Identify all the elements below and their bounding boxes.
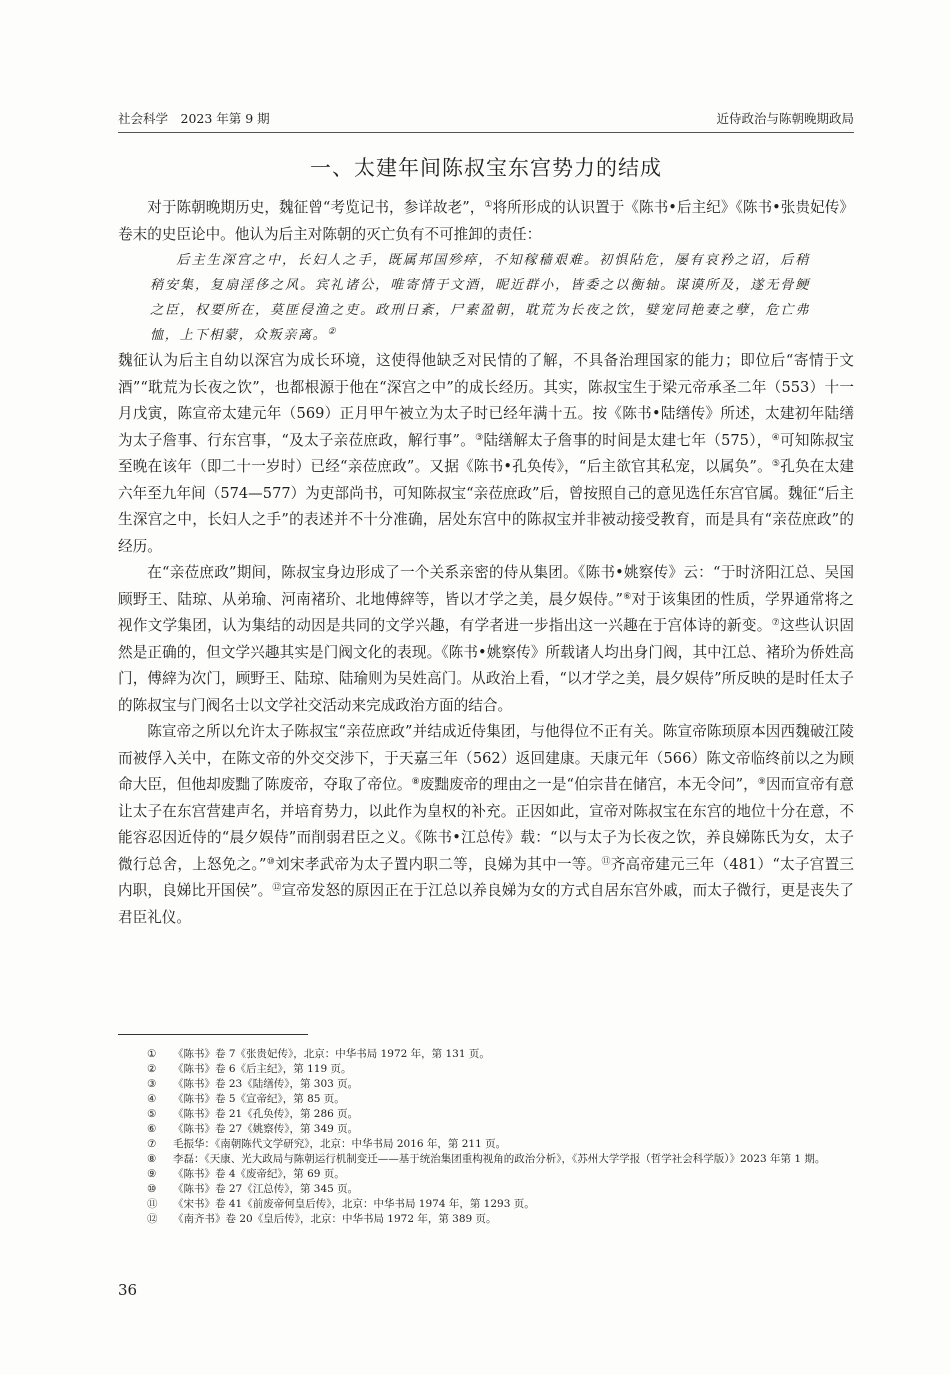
text-run: 陆缮解太子詹事的时间是太建七年（575）， <box>483 431 772 449</box>
footnote-text: 李磊：《天康、光大政局与陈朝运行机制变迁——基于统治集团重构视角的政治分析》，《苏州大学学报（哲学社会科学版）》2023 年第 1 期。 <box>173 1153 826 1165</box>
text-run: 可知陈叔宝至晚在该年（即二十一岁时）已经“亲莅庶政”。又据《陈书•孔奂传》，“后主欲官其私宠，以属奂”。 <box>118 431 854 475</box>
footnote-item <box>147 1152 857 1167</box>
footnote-ref[interactable]: ⑤ <box>771 459 781 469</box>
footnote-text: 《陈书》卷 4《废帝纪》，第 69 页。 <box>173 1168 345 1180</box>
footnote-text: 《陈书》卷 21《孔奂传》，第 286 页。 <box>173 1108 359 1120</box>
page-number: 36 <box>118 1281 138 1299</box>
footnote-ref[interactable]: ① <box>484 200 493 210</box>
footnote-item <box>147 1047 857 1062</box>
footnote-text: 《陈书》卷 27《江总传》，第 345 页。 <box>173 1183 359 1195</box>
footnote-ref[interactable]: ④ <box>771 432 780 443</box>
footnote-item <box>147 1212 857 1227</box>
footnote-ref[interactable]: ⑩ <box>266 856 276 867</box>
text-run: 因而宣帝有意让太子在东宫营建声名，并培育势力，以此作为皇权的补充。正因如此，宣帝对陈叔宝在东宫的地位十分在意，不能容忍因近侍的“晨夕娱侍”而削弱君臣之义。《陈书•江总传》载：“以与太子为长夜之饮，养良娣陈氏为女，太子微行总舍，上怒免之。” <box>118 776 854 873</box>
footnote-mark: ⑩ <box>147 1183 157 1195</box>
running-head <box>118 110 854 133</box>
footnote-item <box>147 1077 857 1092</box>
footnote-mark: ⑥ <box>147 1123 157 1135</box>
footnote-ref[interactable]: ⑧ <box>411 777 420 787</box>
paragraph-2 <box>118 348 854 560</box>
footnote-item <box>147 1092 857 1107</box>
section-title: 一、太建年间陈叔宝东宫势力的结成 <box>310 156 662 180</box>
footnote-ref[interactable]: ③ <box>475 432 484 443</box>
footnote-item <box>147 1137 857 1152</box>
footnote-text: 《陈书》卷 5《宣帝纪》，第 85 页。 <box>173 1093 345 1105</box>
quote-text: 后主生深宫之中，长妇人之手，既属邦国殄瘁，不知稼穑艰难。初惧阽危，屡有哀矜之诏，后稍稍安集，复扇淫侈之风。宾礼诸公，唯寄情于文酒，昵近群小，皆委之以衡轴。谋谟所及，遂无骨鲠之臣，权要所在，莫匪侵渔之吏。政刑日紊，尸素盈朝，耽荒为长夜之饮，嬖宠同艳妻之孽，危亡弗恤，上下相蒙，众叛亲离。 <box>150 253 810 343</box>
footnote-mark: ① <box>147 1048 157 1060</box>
footnote-ref[interactable]: ⑪ <box>601 856 611 867</box>
footnote-ref[interactable]: ⑦ <box>771 618 780 628</box>
text-run: 对于陈朝晚期历史，魏征曾“考览记书，参详故老”， <box>147 199 485 216</box>
text-run: 陈宣帝之所以允许太子陈叔宝“亲莅庶政”并结成近侍集团，与他得位不正有关。陈宣帝陈顼原本因西魏破江陵而被俘入关中，在陈文帝的外交交涉下，于天嘉三年（562）返回建康。天康元年（566）陈文帝临终前以之为顾命大臣，但他却废黜了陈废帝，夺取了帝位。 <box>118 723 854 793</box>
footnotes <box>147 1047 857 1227</box>
footnote-mark: ⑪ <box>147 1198 158 1210</box>
footnote-text: 《陈书》卷 27《姚察传》，第 349 页。 <box>173 1123 359 1135</box>
footnote-text: 毛振华：《南朝陈代文学研究》，北京：中华书局 2016 年，第 211 页。 <box>173 1138 507 1150</box>
text-run: 宣帝发怒的原因正在于江总以养良娣为女的方式自居东宫外戚，而太子微行，更是丧失了君臣礼仪。 <box>118 882 854 926</box>
footnote-item <box>147 1107 857 1122</box>
text-run: 刘宋孝武帝为太子置内职二等，良娣为其中一等。 <box>275 855 602 873</box>
footnote-item <box>147 1122 857 1137</box>
footnote-mark: ⑧ <box>147 1153 157 1165</box>
footnote-item <box>147 1062 857 1077</box>
body-text <box>118 195 854 931</box>
journal-issue: 社会科学 2023 年第 9 期 <box>118 111 270 126</box>
footnote-ref[interactable]: ⑨ <box>757 777 766 787</box>
article-running-title: 近侍政治与陈朝晚期政局 <box>716 111 854 126</box>
footnote-mark: ④ <box>147 1093 157 1105</box>
text-run: 这些认识固然是正确的，但文学兴趣其实是门阀文化的表现。《陈书•姚察传》所载诸人均出身门阀，其中江总、褚玠为侨姓高门，傅縡为次门，顾野王、陆琼、陆瑜则为吴姓高门。从政治上看，“以才学之美，晨夕娱侍”所反映的是时任太子的陈叔宝与门阀名士以文学社交活动来完成政治方面的结合。 <box>118 617 854 714</box>
footnote-text: 《陈书》卷 7《张贵妃传》，北京：中华书局 1972 年，第 131 页。 <box>173 1048 490 1060</box>
footnote-ref[interactable]: ⑫ <box>272 883 282 893</box>
footnote-item <box>147 1197 857 1212</box>
footnote-item <box>147 1167 857 1182</box>
text-run: 孔奂在太建六年至九年间（574—577）为吏部尚书，可知陈叔宝“亲莅庶政”后，曾按照自己的意见选任东宫官属。魏征“后主生深宫之中，长妇人之手”的表述并不十分准确，居处东宫中的陈叔宝并非被动接受教育，而是具有“亲莅庶政”的经历。 <box>118 458 854 555</box>
paragraph-3 <box>118 560 854 719</box>
text-run: 对于该集团的性质，学界通常将之视作文学集团，认为集结的动因是共同的文学兴趣，有学者进一步指出这一兴趣在于宫体诗的新变。 <box>118 590 854 634</box>
footnote-mark: ⑦ <box>147 1138 157 1150</box>
footnote-mark: ⑫ <box>147 1213 158 1225</box>
paragraph-4 <box>118 719 854 931</box>
block-quote <box>150 248 810 348</box>
text-run: 在“亲莅庶政”期间，陈叔宝身边形成了一个关系亲密的侍从集团。《陈书•姚察传》云：“于时济阳江总、吴国顾野王、陆琼、从弟瑜、河南褚玠、北地傅縡等，皆以才学之美，晨夕娱侍。” <box>118 564 854 608</box>
footnote-ref[interactable]: ⑥ <box>622 591 632 602</box>
footnote-mark: ⑤ <box>147 1108 157 1120</box>
footnote-item <box>147 1182 857 1197</box>
footnote-divider <box>118 1034 308 1035</box>
footnote-mark: ⑨ <box>147 1168 157 1180</box>
footnote-mark: ③ <box>147 1078 157 1090</box>
footnote-text: 《南齐书》卷 20《皇后传》，北京：中华书局 1972 年，第 389 页。 <box>173 1213 497 1225</box>
footnote-text: 《陈书》卷 6《后主纪》，第 119 页。 <box>173 1063 352 1075</box>
text-run: 将所形成的认识置于《陈书•后主纪》《陈书•张贵妃传》卷末的史臣论中。他认为后主对陈朝的灭亡负有不可推卸的责任： <box>118 199 854 243</box>
text-run: 魏征认为后主自幼以深宫为成长环境，这使得他缺乏对民情的了解，不具备治理国家的能力；即位后“寄情于文酒”“耽荒为长夜之饮”，也都根源于他在“深宫之中”的成长经历。其实，陈叔宝生于梁元帝承圣二年（553）十一月戊寅，陈宣帝太建元年（569）正月甲午被立为太子时已经年满十五。按《陈书•陆缮传》所述，太建初年陆缮为太子詹事、行东宫事，“及太子亲莅庶政，解行事”。 <box>118 352 854 449</box>
text-run: 齐高帝建元三年（481）“太子宫置三内职，良娣比开国侯”。 <box>118 855 854 899</box>
footnote-text: 《陈书》卷 23《陆缮传》，第 303 页。 <box>173 1078 359 1090</box>
footnote-ref[interactable]: ② <box>327 327 338 337</box>
footnote-mark: ② <box>147 1063 157 1075</box>
footnote-text: 《宋书》卷 41《前废帝何皇后传》，北京：中华书局 1974 年，第 1293 页。 <box>173 1198 535 1210</box>
text-run: 废黜废帝的理由之一是“伯宗昔在储宫，本无令问”， <box>419 776 758 793</box>
paragraph-1 <box>118 195 854 248</box>
